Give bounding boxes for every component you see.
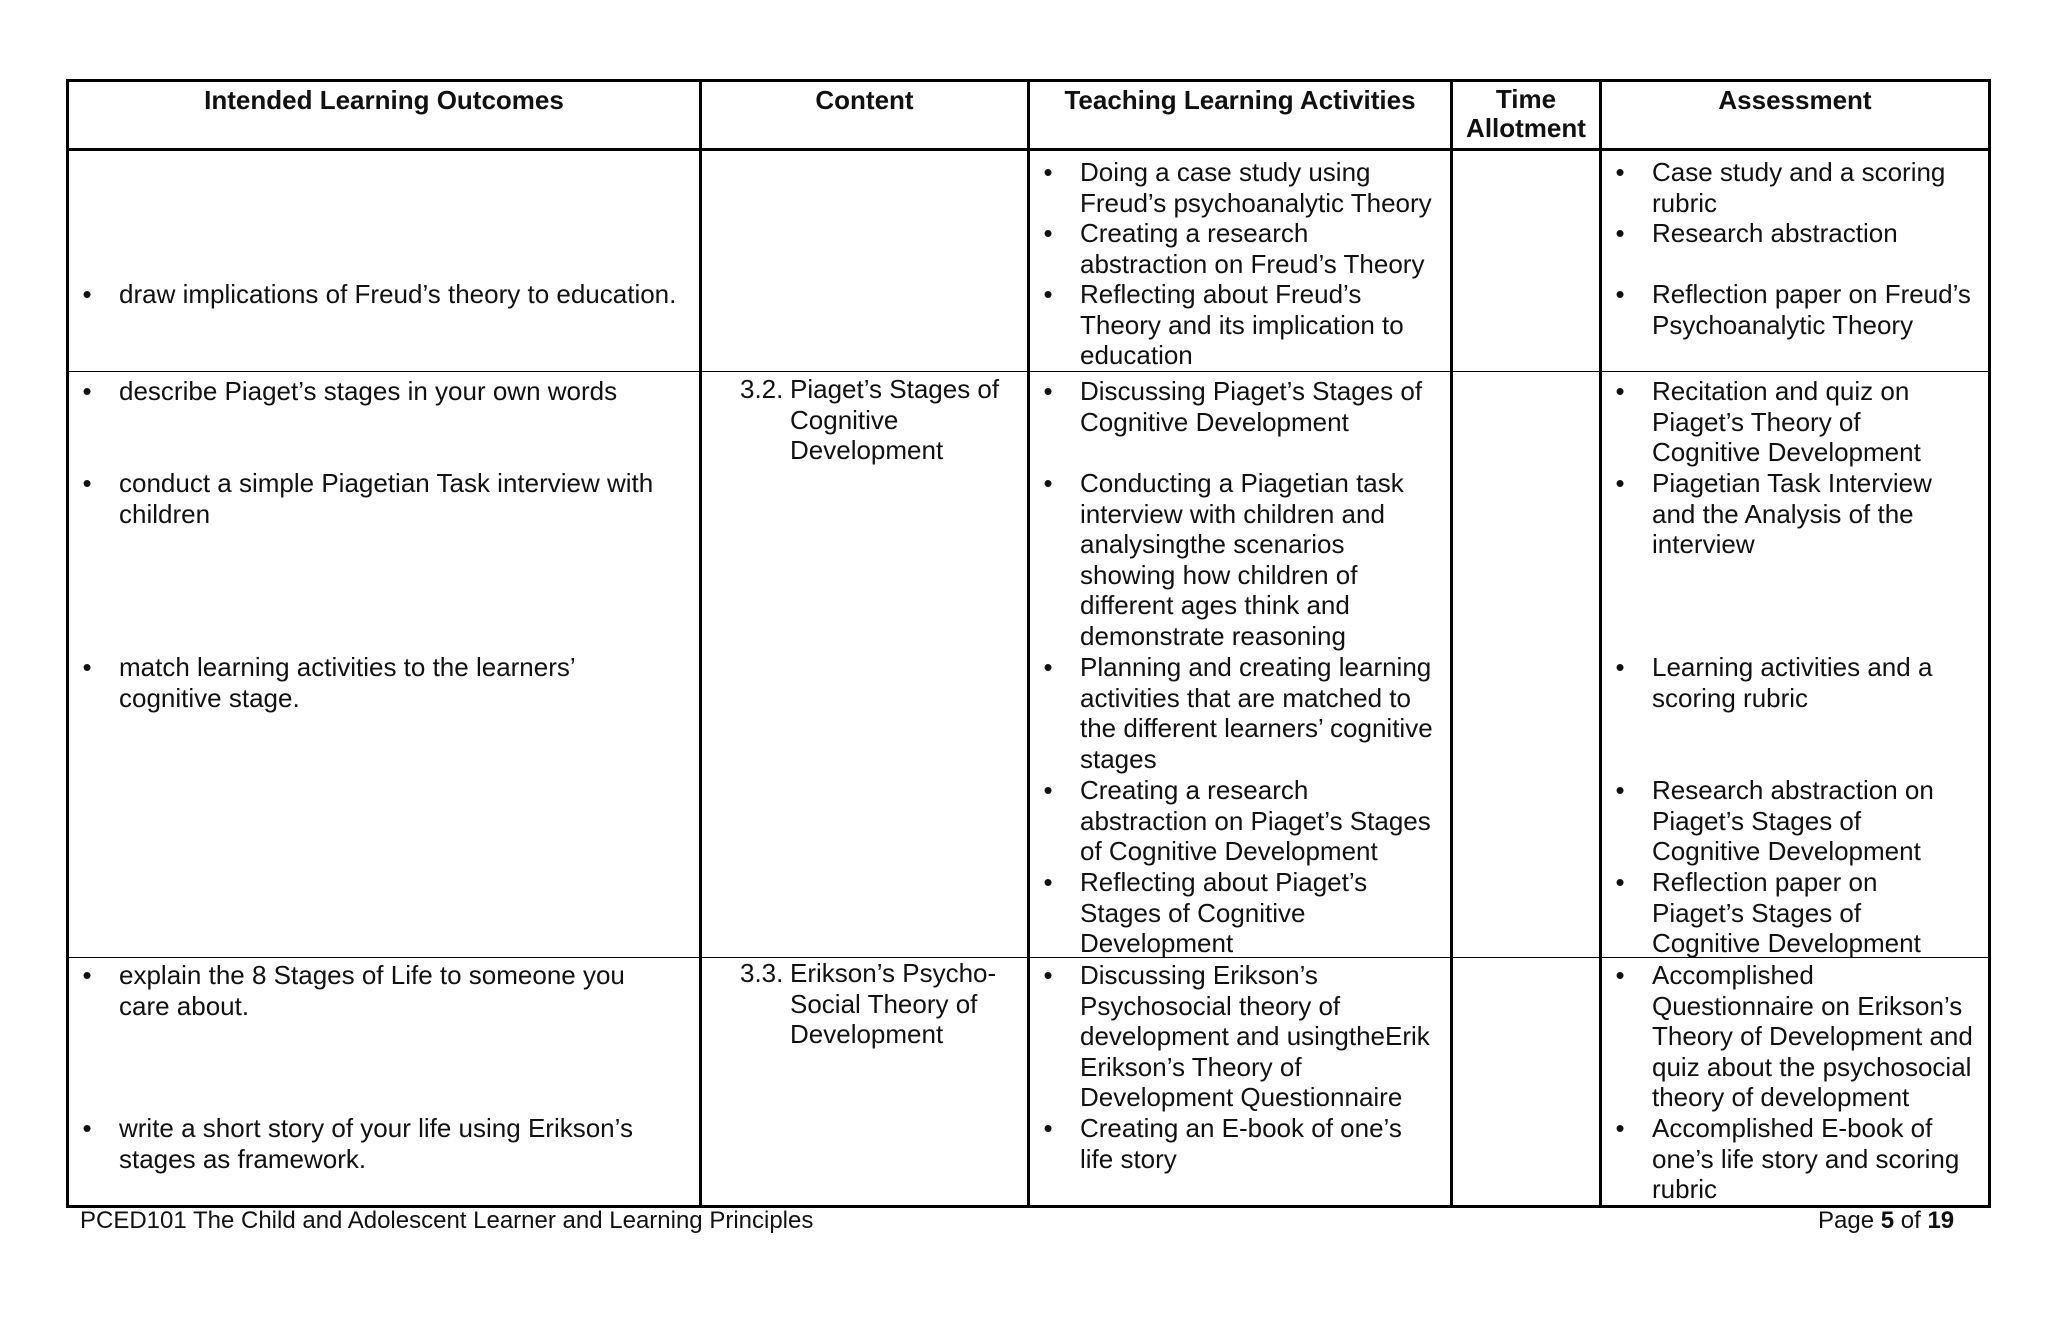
bullet-icon: • (1615, 468, 1625, 498)
assessment-item (1602, 867, 1988, 959)
bullet-icon: • (82, 652, 92, 682)
bullet-icon: • (82, 468, 92, 498)
tla-text: Creating a research abstraction on Piaget’s Stages of Cognitive Development (1080, 775, 1431, 866)
tla-item (1030, 279, 1450, 371)
time-cell (1452, 372, 1601, 958)
ilo-item (69, 376, 699, 407)
table-row-freud (68, 150, 1990, 372)
bullet-icon: • (1043, 468, 1053, 498)
tla-item (1030, 157, 1450, 218)
course-plan-table (66, 79, 1991, 1208)
ilo-text: match learning activities to the learners’ cognitive stage. (119, 652, 576, 713)
ilo-item (69, 960, 699, 1021)
bullet-icon: • (1043, 218, 1053, 248)
tla-text: Doing a case study using Freud’s psychoanalytic Theory (1080, 157, 1432, 218)
ilo-cell (68, 958, 701, 1207)
bullet-icon: • (1043, 376, 1053, 406)
tla-cell (1029, 958, 1452, 1207)
page-current: 5 (1880, 1207, 1895, 1234)
assessment-item (1602, 775, 1988, 867)
page-total: 19 (1927, 1207, 1955, 1234)
tla-item (1030, 468, 1450, 651)
tla-item (1030, 376, 1450, 437)
assessment-item (1602, 652, 1988, 713)
assessment-text: Accomplished Questionnaire on Erikson’s Theory of Development and quiz about the psychosocial theory of development (1652, 960, 1973, 1112)
table-header-row (68, 81, 1990, 150)
tla-text: Conducting a Piagetian task interview with children and analysingthe scenarios showing how children of different ages think and demonstrate reasoning (1080, 468, 1404, 651)
assessment-item (1602, 218, 1988, 249)
tla-item (1030, 1113, 1450, 1174)
bullet-icon: • (1615, 867, 1625, 897)
assessment-cell (1601, 372, 1990, 958)
header-teaching-learning-activities: Teaching Learning Activities (1029, 81, 1452, 150)
tla-cell (1029, 150, 1452, 372)
content-cell (701, 150, 1029, 372)
bullet-icon: • (1043, 867, 1053, 897)
assessment-text: Reflection paper on Freud’s Psychoanalytic Theory (1652, 279, 1971, 340)
assessment-item (1602, 468, 1988, 560)
assessment-item (1602, 376, 1988, 468)
tla-item (1030, 218, 1450, 279)
bullet-icon: • (1615, 157, 1625, 187)
ilo-text: explain the 8 Stages of Life to someone you care about. (119, 960, 625, 1021)
tla-text: Creating a research abstraction on Freud’s Theory (1080, 218, 1425, 279)
page-separator: of (1894, 1207, 1928, 1234)
assessment-text: Learning activities and a scoring rubric (1652, 652, 1933, 713)
content-number: 3.3. (740, 958, 784, 988)
content-topic (702, 374, 1027, 466)
ilo-cell (68, 372, 701, 958)
page-prefix: Page (1818, 1207, 1881, 1234)
bullet-icon: • (82, 376, 92, 406)
assessment-text: Piagetian Task Interview and the Analysis of the interview (1652, 468, 1932, 559)
assessment-text: Research abstraction on Piaget’s Stages of Cognitive Development (1652, 775, 1934, 866)
ilo-text: draw implications of Freud’s theory to education. (119, 279, 677, 309)
tla-text: Planning and creating learning activities that are matched to the different learners’ cognitive stages (1080, 652, 1433, 774)
bullet-icon: • (1615, 376, 1625, 406)
assessment-text: Accomplished E-book of one’s life story and scoring rubric (1652, 1113, 1960, 1204)
content-title: Piaget’s Stages of Cognitive Development (790, 374, 1000, 465)
bullet-icon: • (1615, 652, 1625, 682)
tla-text: Reflecting about Freud’s Theory and its implication to education (1080, 279, 1404, 370)
ilo-cell (68, 150, 701, 372)
assessment-item (1602, 1113, 1988, 1205)
assessment-item (1602, 960, 1988, 1113)
bullet-icon: • (1043, 279, 1053, 309)
bullet-icon: • (1615, 775, 1625, 805)
ilo-item (69, 652, 699, 713)
ilo-text: describe Piaget’s stages in your own words (119, 376, 618, 406)
ilo-item (69, 279, 699, 310)
bullet-icon: • (1043, 652, 1053, 682)
footer-course-title: PCED101 The Child and Adolescent Learner and Learning Principles (80, 1207, 814, 1234)
time-cell (1452, 150, 1601, 372)
assessment-item (1602, 157, 1988, 218)
ilo-item (69, 468, 699, 529)
content-cell (701, 958, 1029, 1207)
bullet-icon: • (1615, 960, 1625, 990)
content-topic (702, 958, 1027, 1050)
ilo-text: write a short story of your life using Erikson’s stages as framework. (119, 1113, 633, 1174)
assessment-text: Reflection paper on Piaget’s Stages of Cognitive Development (1652, 867, 1921, 958)
assessment-cell (1601, 958, 1990, 1207)
ilo-item (69, 1113, 699, 1174)
tla-item (1030, 652, 1450, 774)
footer-page-number (1818, 1206, 1954, 1236)
bullet-icon: • (1043, 157, 1053, 187)
assessment-text: Recitation and quiz on Piaget’s Theory of Cognitive Development (1652, 376, 1921, 467)
assessment-text: Case study and a scoring rubric (1652, 157, 1946, 218)
bullet-icon: • (1043, 960, 1053, 990)
header-intended-learning-outcomes: Intended Learning Outcomes (68, 81, 701, 150)
assessment-cell (1601, 150, 1990, 372)
time-cell (1452, 958, 1601, 1207)
tla-cell (1029, 372, 1452, 958)
content-number: 3.2. (740, 374, 784, 404)
content-title: Erikson’s Psycho- Social Theory of Development (790, 958, 997, 1049)
header-content: Content (701, 81, 1029, 150)
header-time-allotment: Time Allotment (1452, 81, 1601, 150)
assessment-text: Research abstraction (1652, 218, 1898, 248)
tla-item (1030, 867, 1450, 959)
bullet-icon: • (1615, 218, 1625, 248)
bullet-icon: • (1615, 1113, 1625, 1143)
bullet-icon: • (1043, 775, 1053, 805)
content-cell (701, 372, 1029, 958)
ilo-text: conduct a simple Piagetian Task interview with children (119, 468, 654, 529)
assessment-item (1602, 279, 1988, 340)
bullet-icon: • (82, 1113, 92, 1143)
table-row-piaget (68, 372, 1990, 958)
tla-text: Creating an E-book of one’s life story (1080, 1113, 1402, 1174)
header-assessment: Assessment (1601, 81, 1990, 150)
table-row-erikson (68, 958, 1990, 1207)
tla-text: Discussing Erikson’s Psychosocial theory of development and usingtheErik Erikson’s Theory of Development Questionnaire (1080, 960, 1430, 1112)
bullet-icon: • (82, 960, 92, 990)
tla-item (1030, 960, 1450, 1113)
tla-item (1030, 775, 1450, 867)
tla-text: Reflecting about Piaget’s Stages of Cognitive Development (1080, 867, 1368, 958)
tla-text: Discussing Piaget’s Stages of Cognitive Development (1080, 376, 1423, 437)
bullet-icon: • (1615, 279, 1625, 309)
bullet-icon: • (1043, 1113, 1053, 1143)
bullet-icon: • (82, 279, 92, 309)
